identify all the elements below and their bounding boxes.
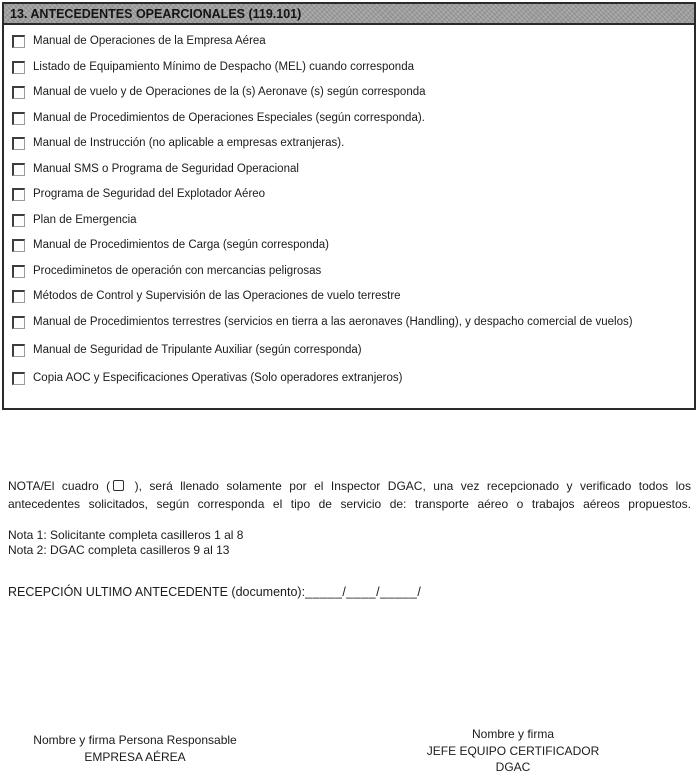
checkbox-procedimientos-terrestres[interactable] — [12, 316, 25, 329]
checklist-row — [12, 111, 688, 125]
checkbox-manual-instruccion[interactable] — [12, 137, 25, 150]
checkbox-mercancias-peligrosas[interactable] — [12, 265, 25, 278]
checklist-row — [12, 371, 688, 385]
checkbox-operaciones-especiales[interactable] — [12, 112, 25, 125]
checklist-item-label: Manual de Instrucción (no aplicable a empresas extranjeras). — [33, 137, 345, 149]
recepcion-label: RECEPCIÓN ULTIMO ANTECEDENTE (documento): — [8, 585, 306, 599]
nota-paragraph — [8, 478, 691, 531]
checklist-row — [12, 343, 688, 357]
checklist-item-label: Programa de Seguridad del Explotador Aéreo — [33, 188, 266, 200]
checkbox-copia-aoc[interactable] — [12, 372, 25, 385]
checklist-row — [12, 289, 688, 303]
checklist-item-label: Copia AOC y Especificaciones Operativas (Solo operadores extranjeros) — [33, 371, 403, 384]
signature-block-dgac — [382, 726, 644, 776]
checklist-item-label: Plan de Emergencia — [33, 213, 137, 226]
recepcion-line — [8, 585, 421, 599]
checkbox-manual-operaciones[interactable] — [12, 35, 25, 48]
nota-text-after: ), será llenado solamente por el Inspector DGAC, una vez recepcionado y verificado todos los antecedentes solicitados, según corresponda el tipo de servicio de: transporte aéreo o trabajos aéreos propuestos. — [8, 479, 691, 511]
checkbox-programa-seguridad[interactable] — [12, 188, 25, 201]
nota-text-before: NOTA/El cuadro ( — [8, 479, 111, 493]
signature-right-line2: JEFE EQUIPO CERTIFICADOR — [426, 743, 600, 758]
checkbox-manual-sms[interactable] — [12, 163, 25, 176]
checklist-row — [12, 85, 688, 99]
signature-right-line1: Nombre y firma — [471, 727, 554, 741]
checklist-item-label: Manual de Procedimientos terrestres (servicios en tierra a las aeronaves (Handling), y despacho comercial de vuelos) — [33, 315, 633, 328]
nota-1: Nota 1: Solicitante completa casilleros 1 al 8 — [8, 528, 244, 542]
checklist-item-label: Manual de vuelo y de Operaciones de la (s) Aeronave (s) según corresponda — [33, 86, 426, 98]
checklist-item-label: Procediminetos de operación con mercancias peligrosas — [33, 264, 322, 277]
checklist-row — [12, 34, 688, 48]
checkbox-metodos-control[interactable] — [12, 290, 25, 303]
checklist-row — [12, 213, 688, 227]
checkbox-plan-emergencia[interactable] — [12, 214, 25, 227]
nota-2: Nota 2: DGAC completa casilleros 9 al 13 — [8, 543, 230, 557]
checklist-row — [12, 238, 688, 252]
recepcion-date-blanks[interactable]: _____/____/_____/ — [305, 585, 422, 599]
checkbox-glyph-icon — [113, 480, 124, 491]
checklist-row — [12, 136, 688, 150]
checkbox-procedimientos-carga[interactable] — [12, 239, 25, 252]
checklist-row — [12, 162, 688, 176]
checklist-item-label: Manual SMS o Programa de Seguridad Operacional — [33, 162, 299, 175]
checklist-item-label: Manual de Procedimientos de Operaciones Especiales (según corresponda). — [33, 111, 425, 124]
checklist-item-label: Manual de Procedimientos de Carga (según corresponda) — [33, 239, 329, 251]
checklist — [4, 25, 694, 385]
antecedentes-operacionales-box — [2, 2, 696, 410]
checkbox-seguridad-tripulante[interactable] — [12, 344, 25, 357]
checkbox-listado-mel[interactable] — [12, 61, 25, 74]
checklist-item-label: Manual de Operaciones de la Empresa Aérea — [33, 35, 266, 47]
signature-right-line3: DGAC — [495, 760, 531, 774]
checklist-item-label: Métodos de Control y Supervisión de las Operaciones de vuelo terrestre — [33, 290, 401, 302]
checklist-row — [12, 187, 688, 201]
checklist-row — [12, 60, 688, 74]
checklist-row — [12, 315, 688, 329]
checkbox-manual-vuelo[interactable] — [12, 86, 25, 99]
signature-block-empresa — [10, 732, 260, 765]
checklist-item-label: Manual de Seguridad de Tripulante Auxiliar (según corresponda) — [33, 343, 362, 356]
checklist-item-label: Listado de Equipamiento Mínimo de Despacho (MEL) cuando corresponda — [33, 60, 414, 73]
section-header: 13. ANTECEDENTES OPEARCIONALES (119.101) — [4, 4, 694, 25]
signature-left-line1: Nombre y firma Persona Responsable — [33, 733, 237, 747]
checklist-row — [12, 264, 688, 278]
signature-left-line2: EMPRESA AÉREA — [84, 749, 186, 764]
notas-block — [8, 528, 243, 558]
